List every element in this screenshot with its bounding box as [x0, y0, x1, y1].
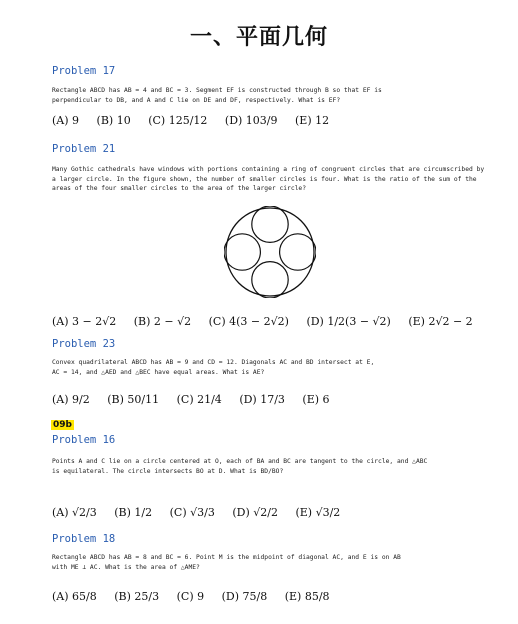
problem-18-choices [52, 589, 344, 603]
circles-figure [224, 206, 316, 298]
statement-line: Points A and C lie on a circle centered at O, each of BA and BC are tangent to the circle, and △ABC [52, 458, 428, 465]
small-circle-bottom [252, 262, 288, 298]
choice-a: (A) √2/3 [52, 505, 97, 519]
statement-line: Rectangle ABCD has AB = 4 and BC = 3. Segment EF is constructed through B so that EF is [52, 87, 382, 94]
large-circle [226, 208, 314, 296]
choice-a: (A) 9 [52, 113, 80, 127]
choice-e: (E) 2√2 − 2 [408, 314, 473, 328]
choice-d: (D) 75/8 [221, 589, 268, 603]
statement-line: is equilateral. The circle intersects BO at D. What is BD/BO? [52, 467, 284, 475]
problem-16-choices [52, 505, 354, 519]
statement-line: Many Gothic cathedrals have windows with portions containing a ring of congruent circles that are circumscribed by [52, 166, 485, 173]
statement-line: perpendicular to DB, and A and C lie on DE and DF, respectively. What is EF? [52, 96, 341, 104]
problem-18-heading: Problem 18 [52, 533, 116, 545]
choice-b: (B) 25/3 [114, 589, 160, 603]
choice-a: (A) 3 − 2√2 [52, 314, 117, 328]
choice-c: (C) 4(3 − 2√2) [208, 314, 289, 328]
choice-b: (B) 1/2 [114, 505, 153, 519]
statement-line: Rectangle ABCD has AB = 8 and BC = 6. Point M is the midpoint of diagonal AC, and E is on AB [52, 554, 401, 561]
choice-e: (E) 12 [295, 113, 330, 127]
statement-line: areas of the four smaller circles to the area of the larger circle? [52, 185, 307, 193]
problem-17-statement [52, 86, 488, 105]
page-title: 一、平面几何 [189, 25, 328, 50]
problem-18-statement [52, 553, 488, 572]
choice-d: (D) 1/2(3 − √2) [306, 314, 391, 328]
choice-c: (C) 21/4 [176, 392, 222, 406]
choice-b: (B) 50/11 [107, 392, 160, 406]
choice-b: (B) 10 [96, 113, 131, 127]
choice-d: (D) 17/3 [239, 392, 285, 406]
choice-c: (C) 125/12 [148, 113, 208, 127]
small-circle-top [252, 206, 288, 242]
problem-21-heading: Problem 21 [52, 143, 116, 155]
problem-16-statement [52, 457, 488, 476]
choice-b: (B) 2 − √2 [133, 314, 192, 328]
statement-line: Convex quadrilateral ABCD has AB = 9 and CD = 12. Diagonals AC and BD intersect at E, [52, 359, 375, 366]
choice-a: (A) 9/2 [52, 392, 90, 406]
small-circle-right [280, 234, 316, 270]
choice-d: (D) 103/9 [224, 113, 278, 127]
problem-21-choices [52, 314, 487, 328]
statement-line: with ME ⊥ AC. What is the area of △AME? [52, 563, 200, 571]
small-circle-left [224, 234, 260, 270]
problem-17-choices [52, 113, 343, 127]
choice-e: (E) 6 [302, 392, 330, 406]
choice-c: (C) √3/3 [169, 505, 215, 519]
choice-e: (E) √3/2 [295, 505, 341, 519]
choice-e: (E) 85/8 [284, 589, 330, 603]
choice-d: (D) √2/2 [232, 505, 278, 519]
choice-c: (C) 9 [176, 589, 205, 603]
problem-23-statement [52, 358, 488, 377]
choice-a: (A) 65/8 [52, 589, 97, 603]
statement-line: a larger circle. In the figure shown, the number of smaller circles is four. What is the ratio of the sum of the [52, 175, 477, 183]
problem-16-heading: Problem 16 [52, 434, 116, 446]
problem-23-choices [52, 392, 344, 406]
section-badge: 09b [53, 420, 72, 430]
problem-23-heading: Problem 23 [52, 338, 116, 350]
problem-17-heading: Problem 17 [52, 65, 116, 77]
statement-line: AC = 14, and △AED and △BEC have equal areas. What is AE? [52, 368, 265, 376]
problem-21-statement [52, 165, 488, 194]
